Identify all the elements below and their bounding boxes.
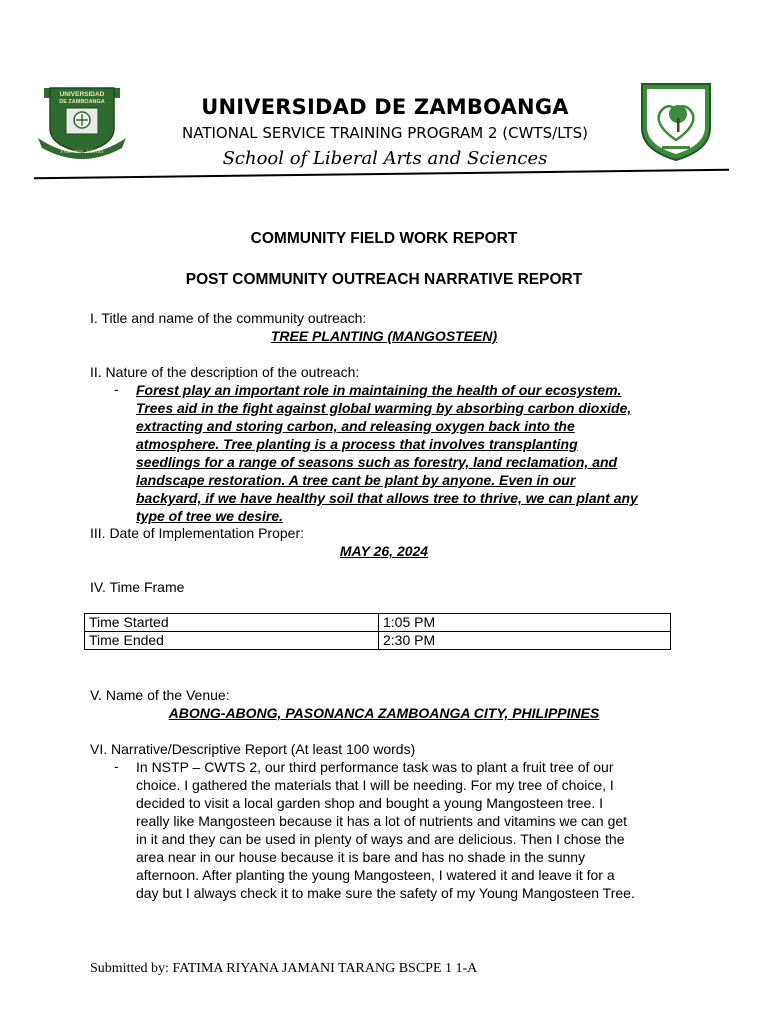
narrative-line: area near in our house because it is bare and has no shade in the sunny: [136, 849, 586, 865]
outreach-title: TREE PLANTING (MANGOSTEEN): [270, 328, 498, 344]
bullet-dash: -: [114, 381, 119, 397]
time-started-value: 1:05 PM: [379, 614, 671, 632]
letterhead: [0, 0, 768, 190]
school-name: School of Liberal Arts and Sciences: [222, 148, 548, 169]
time-ended-label: Time Ended: [85, 632, 379, 650]
venue-name: ABONG-ABONG, PASONANCA ZAMBOANGA CITY, PHILIPPINES: [168, 705, 600, 721]
narrative-line: decided to visit a local garden shop and bought a young Mangosteen tree. I: [136, 795, 603, 811]
narrative-line: In NSTP – CWTS 2, our third performance task was to plant a fruit tree of our: [136, 759, 614, 775]
description-line: landscape restoration. A tree cant be plant by anyone. Even in our: [136, 472, 576, 488]
implementation-date: MAY 26, 2024: [339, 543, 429, 559]
section-2-label: II. Nature of the description of the outreach:: [90, 364, 360, 380]
submitted-by: Submitted by: FATIMA RIYANA JAMANI TARANG BSCPE 1 1-A: [90, 961, 478, 976]
section-1-label: I. Title and name of the community outreach:: [90, 310, 367, 326]
narrative-line: in it and they can be used in plenty of ways and are delicious. Then I chose the: [136, 831, 625, 847]
seal-text-top: UNIVERSIDAD: [59, 91, 105, 98]
description-line: seedlings for a range of seasons such as forestry, land reclamation, and: [136, 454, 618, 470]
university-seal-icon: [36, 78, 128, 162]
report-title: COMMUNITY FIELD WORK REPORT: [250, 230, 518, 247]
description-line: atmosphere. Tree planting is a process that involves transplanting: [136, 436, 578, 452]
time-started-label: Time Started: [85, 614, 379, 632]
report-subtitle: POST COMMUNITY OUTREACH NARRATIVE REPORT: [185, 271, 583, 288]
description-line: Forest play an important role in maintaining the health of our ecosystem.: [136, 382, 622, 398]
description-line: backyard, if we have healthy soil that allows tree to thrive, we can plant any: [136, 490, 638, 506]
narrative-line: choice. I gathered the materials that I will be needing. For my tree of choice, I: [136, 777, 614, 793]
section-6-label: VI. Narrative/Descriptive Report (At least 100 words): [90, 741, 416, 757]
table-row: [85, 632, 671, 650]
description-line: type of tree we desire.: [136, 508, 284, 524]
bullet-dash: -: [114, 758, 119, 774]
table-row: [85, 614, 671, 632]
seal-ribbon-text: Fraternitas · Libertas: [60, 150, 104, 155]
header-divider: [34, 169, 729, 179]
description-line: extracting and storing carbon, and releasing oxygen back into the: [136, 418, 575, 434]
narrative-line: really like Mangosteen because it has a lot of nutrients and vitamins we can get: [136, 813, 628, 829]
program-name: NATIONAL SERVICE TRAINING PROGRAM 2 (CWTS/LTS): [182, 124, 588, 142]
seal-text-bottom: DE ZAMBOANGA: [59, 99, 105, 105]
slas-shield-icon: [638, 80, 714, 162]
time-frame-table: [84, 613, 671, 650]
section-3-label: III. Date of Implementation Proper:: [90, 525, 304, 541]
time-ended-value: 2:30 PM: [379, 632, 671, 650]
section-4-label: IV. Time Frame: [90, 579, 185, 595]
narrative-line: afternoon. After planting the young Mangosteen, I watered it and leave it for a: [136, 867, 615, 883]
section-5-label: V. Name of the Venue:: [90, 687, 230, 703]
university-name: UNIVERSIDAD DE ZAMBOANGA: [201, 95, 569, 119]
description-line: Trees aid in the fight against global warming by absorbing carbon dioxide,: [136, 400, 632, 416]
narrative-line: day but I always check it to make sure the safety of my Young Mangosteen Tree.: [136, 885, 635, 901]
